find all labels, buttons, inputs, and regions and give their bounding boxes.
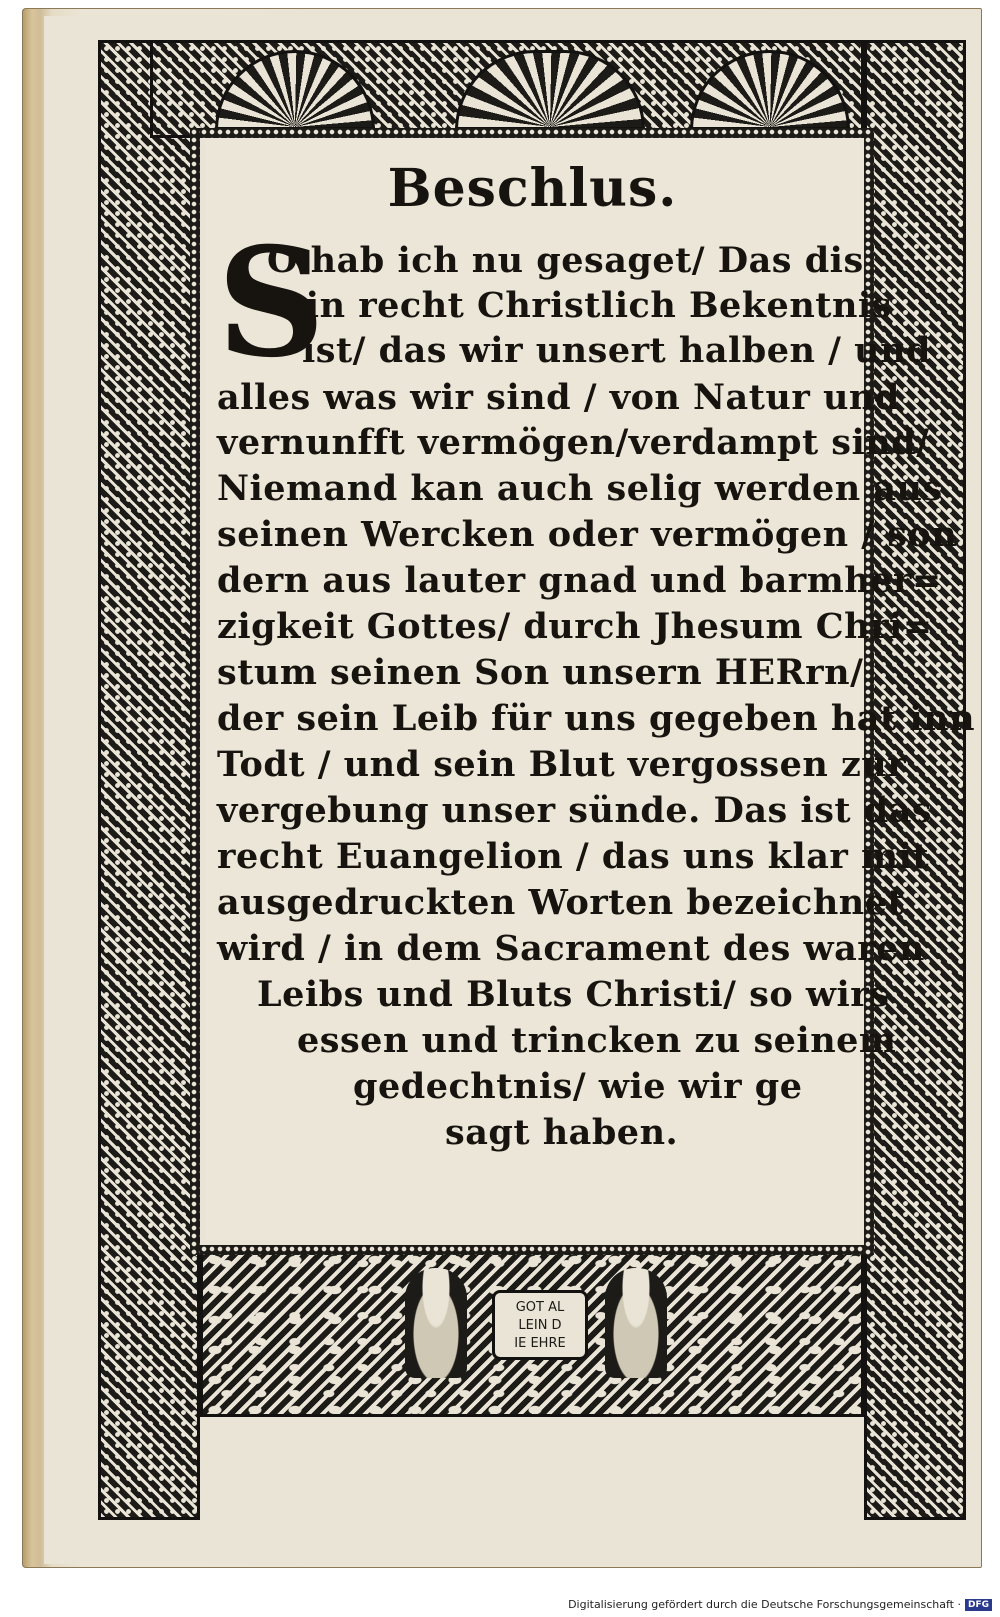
- dfg-logo: DFG: [965, 1599, 992, 1611]
- text-line: dern aus lauter gnad und barmher=: [217, 560, 942, 601]
- text-line: essen und trincken zu seinem: [297, 1020, 897, 1061]
- text-line: zigkeit Gottes/ durch Jhesum Chri=: [217, 606, 933, 647]
- text-line: vergebung unser sünde. Das ist das: [217, 790, 933, 831]
- woodcut-frame-left: [98, 40, 200, 1520]
- text-line: seinen Wercken oder vermögen / son: [217, 514, 958, 555]
- text-line: wird / in dem Sacrament des waren: [217, 928, 925, 969]
- putto-figure-right: [605, 1268, 667, 1378]
- bead-border-bottom: [200, 1245, 864, 1255]
- text-line: ausgedruckten Worten bezeichnet: [217, 882, 905, 923]
- text-line: alles was wir sind / von Natur und: [217, 377, 900, 418]
- text-line: vernunfft vermögen/verdampt sind/: [217, 422, 930, 463]
- page-title: Beschlus.: [387, 158, 678, 219]
- text-line: sagt haben.: [445, 1112, 679, 1153]
- text-line: Todt / und sein Blut vergossen zur: [217, 744, 907, 785]
- credit-text: Digitalisierung gefördert durch die Deutsche Forschungsgemeinschaft ·: [568, 1598, 961, 1611]
- text-line: Niemand kan auch selig werden aus: [217, 468, 943, 509]
- motto-line: IE EHRE: [514, 1336, 566, 1351]
- text-line: recht Euangelion / das uns klar mit: [217, 836, 930, 877]
- text-line: stum seinen Son unsern HERrn/: [217, 652, 864, 693]
- text-block: [205, 140, 976, 1240]
- drop-cap-initial: S: [217, 215, 326, 391]
- bead-border-left: [190, 128, 200, 1255]
- text-line: O hab ich nu gesaget/ Das dis: [267, 240, 864, 281]
- putto-figure-left: [405, 1268, 467, 1378]
- text-line: gedechtnis/ wie wir ge: [353, 1066, 803, 1107]
- text-line: ist/ das wir unsert halben / und: [302, 330, 932, 371]
- motto-cartouche: [492, 1290, 588, 1360]
- motto-line: LEIN D: [518, 1318, 562, 1333]
- text-line: ein recht Christlich Bekentnis: [283, 285, 892, 326]
- bead-border-top: [200, 128, 864, 138]
- text-line: der sein Leib für uns gegeben hat inn: [217, 698, 976, 739]
- text-line: Leibs und Bluts Christi/ so wirs: [257, 974, 890, 1015]
- motto-line: GOT AL: [515, 1300, 565, 1315]
- digitization-credit: [568, 1598, 992, 1611]
